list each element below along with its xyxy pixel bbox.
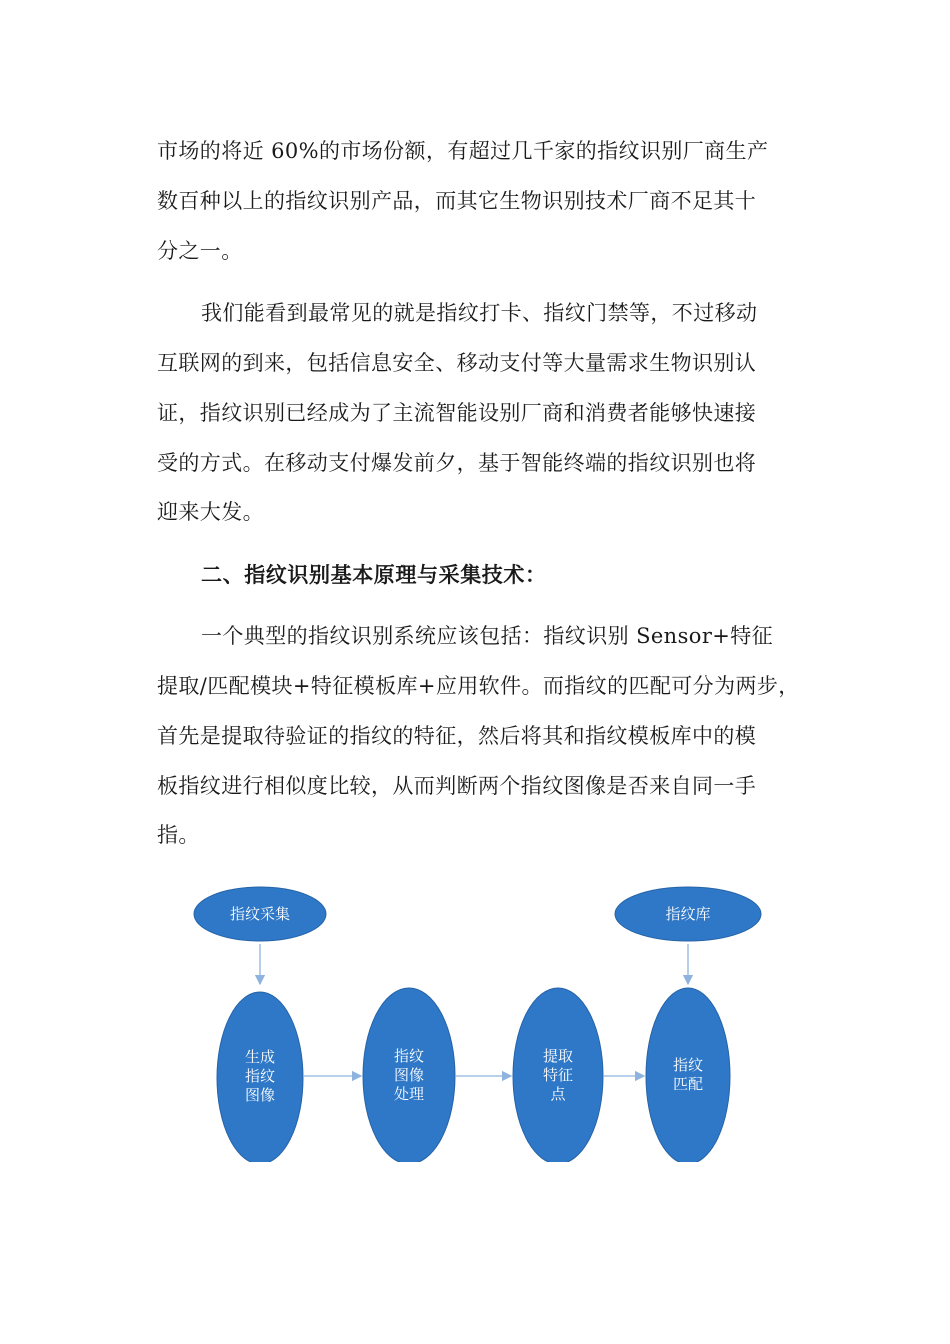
node-generate-image-line-1: 生成 (244, 1048, 276, 1066)
node-fingerprint-match (646, 988, 730, 1162)
node-library-label: 指纹库 (665, 905, 711, 923)
paragraph-3-line-4: 板指纹进行相似度比较，从而判断两个指纹图像是否来自同一手 (157, 774, 757, 798)
node-fingerprint-match-line-1: 指纹 (672, 1056, 704, 1074)
diagram-canvas (190, 880, 780, 1162)
node-generate-image-line-3: 图像 (244, 1086, 276, 1104)
paragraph-2-line-1: 我们能看到最常见的就是指纹打卡、指纹门禁等，不过移动 (201, 301, 758, 325)
paragraph-3-line-1: 一个典型的指纹识别系统应该包括：指纹识别 Sensor+特征 (201, 624, 774, 648)
paragraph-3-line-3: 首先是提取待验证的指纹的特征，然后将其和指纹模板库中的模 (157, 724, 757, 748)
node-image-processing-line-1: 指纹 (393, 1047, 425, 1065)
node-library (615, 887, 761, 941)
paragraph-1-line-1: 市场的将近 60%的市场份额，有超过几千家的指纹识别厂商生产 (157, 139, 769, 163)
paragraph-3-line-5: 指。 (157, 823, 200, 847)
fingerprint-flow-diagram (190, 880, 780, 1162)
node-capture-label: 指纹采集 (229, 905, 291, 923)
paragraph-2-line-2: 互联网的到来，包括信息安全、移动支付等大量需求生物识别认 (157, 351, 757, 375)
node-capture (194, 887, 326, 941)
node-extract-features-line-1: 提取 (542, 1047, 574, 1065)
node-image-processing-line-2: 图像 (393, 1066, 425, 1084)
node-image-processing (363, 988, 455, 1162)
section-heading: 二、指纹识别基本原理与采集技术： (201, 563, 547, 587)
node-generate-image-line-2: 指纹 (244, 1067, 276, 1085)
paragraph-2-line-5: 迎来大发。 (157, 500, 264, 524)
paragraph-3-line-2: 提取/匹配模块+特征模板库+应用软件。而指纹的匹配可分为两步， (157, 674, 800, 698)
node-fingerprint-match-line-2: 匹配 (672, 1075, 704, 1093)
paragraph-1-line-2: 数百种以上的指纹识别产品，而其它生物识别技术厂商不足其十 (157, 189, 757, 213)
paragraph-2-line-3: 证，指纹识别已经成为了主流智能设别厂商和消费者能够快速接 (157, 401, 757, 425)
node-extract-features (513, 988, 603, 1162)
node-extract-features-line-3: 点 (550, 1085, 566, 1103)
node-generate-image (217, 992, 303, 1162)
node-image-processing-line-3: 处理 (393, 1085, 425, 1103)
node-extract-features-line-2: 特征 (542, 1066, 574, 1084)
paragraph-2-line-4: 受的方式。在移动支付爆发前夕，基于智能终端的指纹识别也将 (157, 451, 757, 475)
paragraph-1-line-3: 分之一。 (157, 239, 243, 263)
